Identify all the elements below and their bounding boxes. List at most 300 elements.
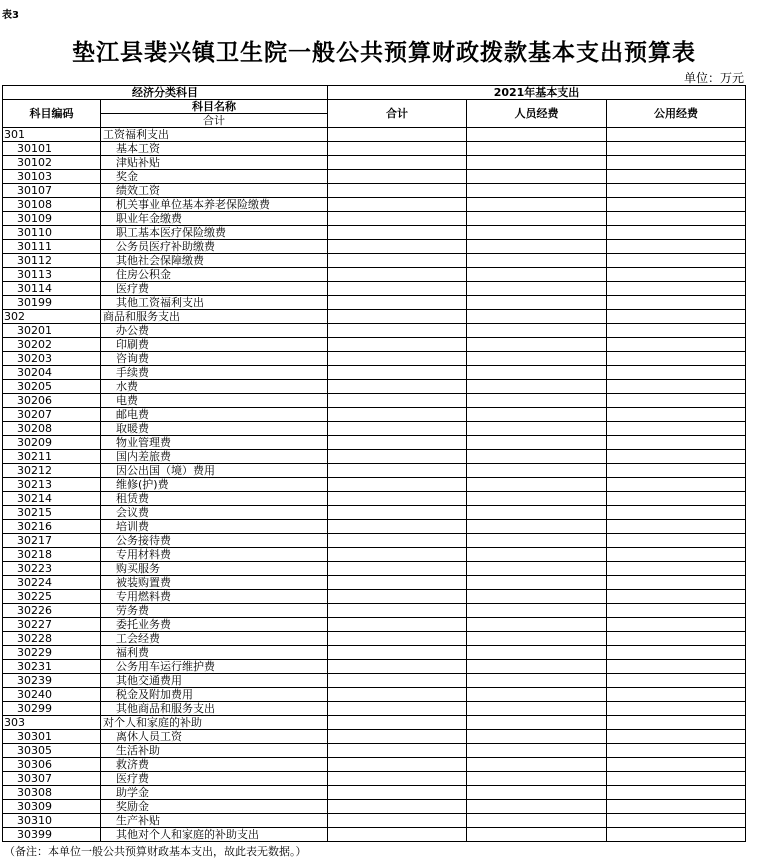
row-total [328,674,467,688]
row-public [607,212,746,226]
row-name: 其他工资福利支出 [101,296,328,310]
table-row [3,198,746,212]
row-total [328,604,467,618]
row-total [328,660,467,674]
row-name: 其他交通费用 [101,674,328,688]
row-code: 30109 [3,212,101,226]
row-name: 物业管理费 [101,436,328,450]
row-name: 委托业务费 [101,618,328,632]
unit-label: 单位：万元 [683,71,744,85]
row-personnel [467,716,607,730]
row-total [328,576,467,590]
row-total [328,156,467,170]
row-code: 30214 [3,492,101,506]
table-row [3,296,746,310]
row-total [328,366,467,380]
row-public [607,674,746,688]
row-name: 公务用车运行维护费 [101,660,328,674]
row-name: 国内差旅费 [101,450,328,464]
row-total [328,464,467,478]
row-total [328,716,467,730]
row-total [328,142,467,156]
row-name: 取暖费 [101,422,328,436]
table-row [3,828,746,842]
row-name: 奖励金 [101,800,328,814]
row-name: 职业年金缴费 [101,212,328,226]
row-name: 购买服务 [101,562,328,576]
row-total [328,520,467,534]
row-public [607,506,746,520]
row-personnel [467,170,607,184]
row-total [328,828,467,842]
row-personnel [467,338,607,352]
row-personnel [467,548,607,562]
row-code: 30213 [3,478,101,492]
table-row [3,394,746,408]
table-row [3,240,746,254]
row-public [607,548,746,562]
row-total [328,492,467,506]
table-row [3,674,746,688]
row-personnel [467,282,607,296]
row-name: 印刷费 [101,338,328,352]
row-name: 工会经费 [101,632,328,646]
row-code: 30308 [3,786,101,800]
table-row [3,212,746,226]
row-name: 奖金 [101,170,328,184]
row-name: 离休人员工资 [101,730,328,744]
row-code: 30108 [3,198,101,212]
row-public [607,562,746,576]
row-total [328,254,467,268]
row-public [607,198,746,212]
row-name: 电费 [101,394,328,408]
table-row [3,324,746,338]
row-public [607,268,746,282]
table-row [3,660,746,674]
row-code: 30114 [3,282,101,296]
row-personnel [467,646,607,660]
page-title: 垫江县裴兴镇卫生院一般公共预算财政拨款基本支出预算表 [72,39,696,66]
row-total [328,268,467,282]
row-name: 其他商品和服务支出 [101,702,328,716]
row-public [607,450,746,464]
row-personnel [467,324,607,338]
row-code: 30240 [3,688,101,702]
row-total [328,212,467,226]
row-code: 30206 [3,394,101,408]
header-name: 科目名称 [101,100,328,114]
row-personnel [467,688,607,702]
table-row [3,352,746,366]
row-code: 30112 [3,254,101,268]
table-row [3,604,746,618]
row-name: 邮电费 [101,408,328,422]
row-code: 30205 [3,380,101,394]
row-personnel [467,422,607,436]
row-personnel [467,730,607,744]
row-name: 工资福利支出 [101,128,328,142]
row-personnel [467,240,607,254]
header-year-group: 2021年基本支出 [328,86,746,100]
row-code: 30204 [3,366,101,380]
row-total [328,282,467,296]
row-name: 福利费 [101,646,328,660]
row-personnel [467,352,607,366]
row-total [328,310,467,324]
row-code: 30199 [3,296,101,310]
row-name: 绩效工资 [101,184,328,198]
row-code: 30215 [3,506,101,520]
row-total [328,548,467,562]
row-code: 30107 [3,184,101,198]
row-personnel [467,226,607,240]
row-personnel [467,254,607,268]
row-total [328,534,467,548]
row-public [607,128,746,142]
row-total [328,758,467,772]
row-public [607,590,746,604]
row-personnel [467,758,607,772]
row-code: 30218 [3,548,101,562]
row-total [328,170,467,184]
row-personnel [467,520,607,534]
row-public [607,660,746,674]
row-code: 30113 [3,268,101,282]
row-personnel [467,464,607,478]
row-total [328,338,467,352]
row-total [328,590,467,604]
row-personnel [467,478,607,492]
row-public [607,338,746,352]
row-total [328,422,467,436]
table-row [3,548,746,562]
row-public [607,576,746,590]
row-total [328,198,467,212]
row-code: 30231 [3,660,101,674]
table-row [3,562,746,576]
row-personnel [467,800,607,814]
row-code: 30301 [3,730,101,744]
row-name: 会议费 [101,506,328,520]
row-code: 30111 [3,240,101,254]
table-row [3,506,746,520]
row-code: 30307 [3,772,101,786]
table-row [3,366,746,380]
row-public [607,702,746,716]
row-public [607,604,746,618]
row-public [607,380,746,394]
table-row [3,464,746,478]
row-public [607,730,746,744]
row-total [328,436,467,450]
table-row [3,184,746,198]
row-code: 30212 [3,464,101,478]
row-code: 30216 [3,520,101,534]
table-row [3,268,746,282]
table-row [3,282,746,296]
row-public [607,366,746,380]
row-code: 30309 [3,800,101,814]
row-total [328,702,467,716]
row-personnel [467,268,607,282]
table-row [3,142,746,156]
table-row [3,338,746,352]
row-total [328,478,467,492]
row-public [607,618,746,632]
row-personnel [467,772,607,786]
row-public [607,184,746,198]
row-name: 水费 [101,380,328,394]
row-code: 30217 [3,534,101,548]
table-row [3,128,746,142]
row-code: 30224 [3,576,101,590]
row-personnel [467,492,607,506]
table-row [3,618,746,632]
table-row [3,646,746,660]
table-row [3,590,746,604]
row-public [607,142,746,156]
table-row [3,170,746,184]
row-public [607,688,746,702]
row-public [607,632,746,646]
row-public [607,394,746,408]
row-personnel [467,814,607,828]
row-code: 30299 [3,702,101,716]
row-public [607,254,746,268]
row-total [328,618,467,632]
row-total [328,128,467,142]
row-personnel [467,828,607,842]
table-row [3,408,746,422]
row-total [328,506,467,520]
row-total [328,814,467,828]
row-public [607,744,746,758]
table-row [3,226,746,240]
row-public [607,422,746,436]
row-name: 办公费 [101,324,328,338]
row-public [607,324,746,338]
row-public [607,786,746,800]
table-row [3,156,746,170]
table-row [3,786,746,800]
row-total [328,296,467,310]
table-row [3,758,746,772]
row-public [607,716,746,730]
row-name: 维修(护)费 [101,478,328,492]
row-name: 培训费 [101,520,328,534]
row-personnel [467,198,607,212]
row-personnel [467,632,607,646]
row-personnel [467,408,607,422]
row-code: 30103 [3,170,101,184]
row-name: 商品和服务支出 [101,310,328,324]
row-public [607,800,746,814]
row-personnel [467,576,607,590]
row-personnel [467,142,607,156]
row-total [328,184,467,198]
table-row [3,772,746,786]
row-name: 住房公积金 [101,268,328,282]
row-public [607,758,746,772]
table-row [3,450,746,464]
row-personnel [467,156,607,170]
table-row [3,310,746,324]
row-code: 30239 [3,674,101,688]
row-code: 30208 [3,422,101,436]
row-public [607,464,746,478]
row-code: 30223 [3,562,101,576]
row-total [328,744,467,758]
table-row [3,380,746,394]
row-public [607,156,746,170]
row-personnel [467,380,607,394]
row-code: 30203 [3,352,101,366]
table-row [3,814,746,828]
header-total: 合计 [328,100,467,128]
row-total [328,730,467,744]
row-name: 其他对个人和家庭的补助支出 [101,828,328,842]
row-name: 被装购置费 [101,576,328,590]
row-name: 生产补贴 [101,814,328,828]
row-total [328,408,467,422]
row-personnel [467,702,607,716]
row-public [607,534,746,548]
row-total [328,772,467,786]
row-public [607,408,746,422]
table-row [3,716,746,730]
row-public [607,520,746,534]
row-total [328,786,467,800]
row-personnel [467,660,607,674]
row-total [328,800,467,814]
row-name: 医疗费 [101,282,328,296]
row-public [607,478,746,492]
row-code: 30226 [3,604,101,618]
row-code: 30101 [3,142,101,156]
row-public [607,282,746,296]
row-personnel [467,590,607,604]
table-row [3,702,746,716]
table-row [3,688,746,702]
row-name: 生活补助 [101,744,328,758]
table-row [3,730,746,744]
row-total [328,394,467,408]
row-code: 30102 [3,156,101,170]
table-row [3,800,746,814]
row-personnel [467,296,607,310]
row-name: 专用材料费 [101,548,328,562]
row-total [328,324,467,338]
table-row [3,436,746,450]
row-personnel [467,744,607,758]
table-row [3,744,746,758]
row-public [607,646,746,660]
row-name: 机关事业单位基本养老保险缴费 [101,198,328,212]
row-total [328,450,467,464]
row-public [607,828,746,842]
row-name: 助学金 [101,786,328,800]
row-total [328,380,467,394]
row-public [607,296,746,310]
row-code: 30207 [3,408,101,422]
row-name: 对个人和家庭的补助 [101,716,328,730]
table-row [3,422,746,436]
table-row [3,492,746,506]
row-personnel [467,618,607,632]
row-code: 303 [3,716,101,730]
total-row-label: 合计 [101,114,328,128]
row-name: 其他社会保障缴费 [101,254,328,268]
row-name: 公务员医疗补助缴费 [101,240,328,254]
row-personnel [467,534,607,548]
row-code: 30305 [3,744,101,758]
row-public [607,492,746,506]
row-code: 302 [3,310,101,324]
row-code: 30229 [3,646,101,660]
table-body [3,128,746,842]
row-total [328,226,467,240]
row-personnel [467,506,607,520]
row-personnel [467,674,607,688]
row-name: 津贴补贴 [101,156,328,170]
table-tag: 表3 [2,10,19,21]
row-personnel [467,366,607,380]
row-code: 30310 [3,814,101,828]
budget-table [2,85,746,842]
row-total [328,688,467,702]
row-name: 租赁费 [101,492,328,506]
row-name: 专用燃料费 [101,590,328,604]
row-total [328,646,467,660]
header-personnel: 人员经费 [467,100,607,128]
header-code: 科目编码 [3,100,101,128]
table-row [3,520,746,534]
row-code: 301 [3,128,101,142]
row-public [607,352,746,366]
row-public [607,436,746,450]
row-name: 职工基本医疗保险缴费 [101,226,328,240]
table-row [3,576,746,590]
row-personnel [467,450,607,464]
row-name: 基本工资 [101,142,328,156]
row-code: 30202 [3,338,101,352]
table-row [3,478,746,492]
row-personnel [467,184,607,198]
header-econ-class: 经济分类科目 [3,86,328,100]
row-name: 税金及附加费用 [101,688,328,702]
row-personnel [467,128,607,142]
row-total [328,562,467,576]
row-name: 公务接待费 [101,534,328,548]
row-name: 咨询费 [101,352,328,366]
row-total [328,632,467,646]
table-row [3,254,746,268]
row-code: 30399 [3,828,101,842]
row-code: 30110 [3,226,101,240]
row-personnel [467,786,607,800]
row-name: 因公出国（境）费用 [101,464,328,478]
row-personnel [467,604,607,618]
row-public [607,226,746,240]
row-personnel [467,394,607,408]
row-personnel [467,310,607,324]
row-public [607,240,746,254]
table-row [3,534,746,548]
row-code: 30306 [3,758,101,772]
row-code: 30227 [3,618,101,632]
row-public [607,170,746,184]
